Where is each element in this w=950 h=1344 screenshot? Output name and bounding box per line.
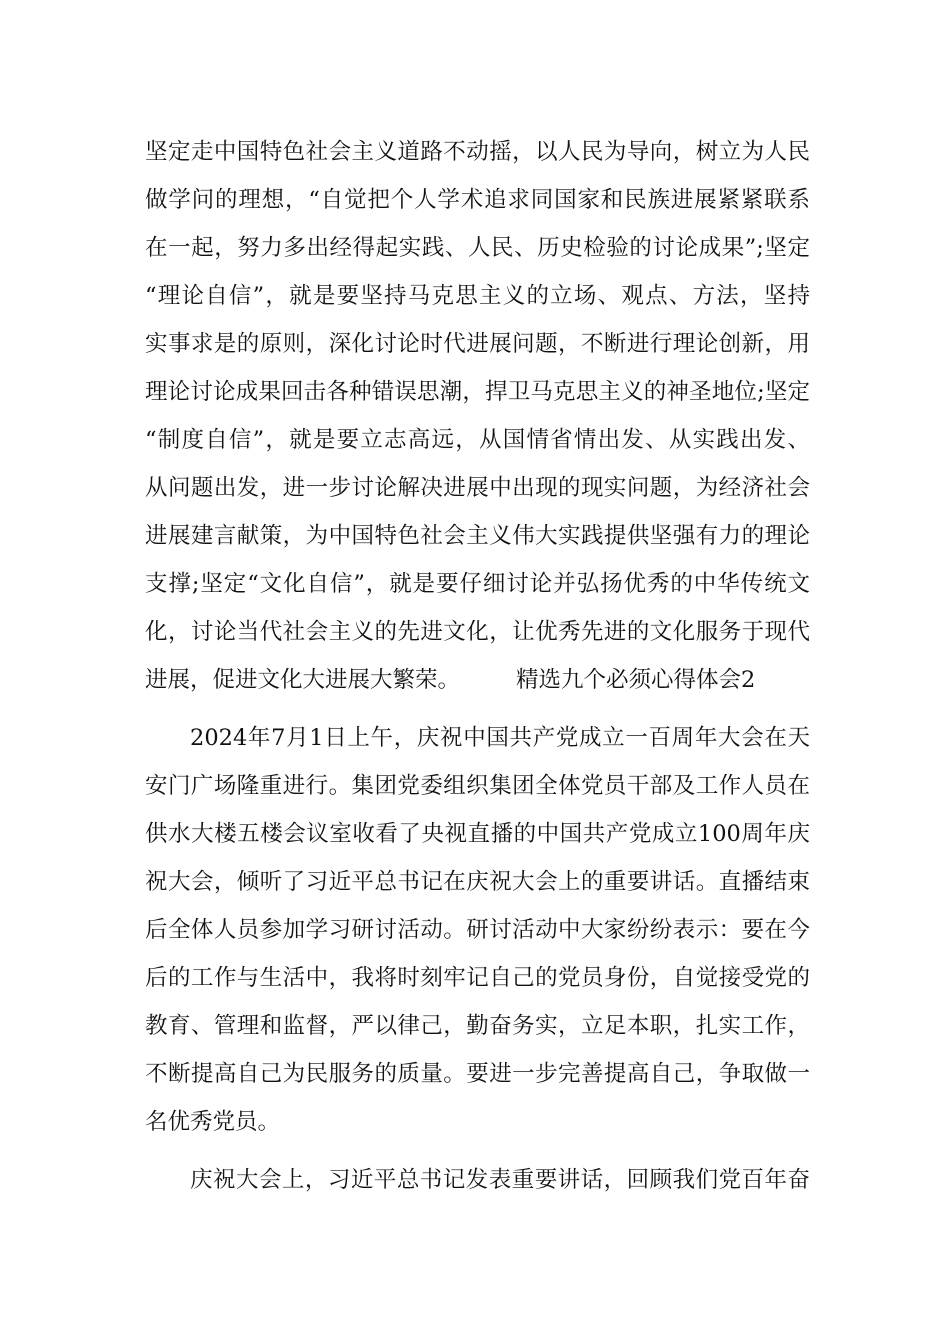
text-line: 后全体人员参加学习研讨活动。研讨活动中大家纷纷表示：要在今 [145, 917, 810, 943]
text-line-with-subtitle [145, 656, 810, 704]
text-line: 化，讨论当代社会主义的先进文化，让优秀先进的文化服务于现代 [145, 619, 810, 645]
text-line: 教育、管理和监督，严以律己，勤奋务实，立足本职，扎实工作， [145, 1013, 810, 1039]
text-line: “制度自信”，就是要立志高远，从国情省情出发、从实践出发、 [145, 427, 810, 453]
text-line-end: 进展，促进文化大进展大繁荣。 [145, 667, 461, 693]
text-line: 支撑;坚定“文化自信”，就是要仔细讨论并弘扬优秀的中华传统文 [145, 571, 810, 597]
text-line: 供水大楼五楼会议室收看了央视直播的中国共产党成立100周年庆 [145, 821, 810, 847]
text-line: “理论自信”，就是要坚持马克思主义的立场、观点、方法，坚持 [145, 283, 810, 309]
text-line: 做学问的理想，“自觉把个人学术追求同国家和民族进展紧紧联系 [145, 187, 810, 213]
text-line: 理论讨论成果回击各种错误思潮，捍卫马克思主义的神圣地位;坚定 [145, 379, 810, 405]
section-subtitle: 精选九个必须心得体会2 [516, 667, 756, 693]
paragraph-1 [145, 128, 810, 704]
text-line: 在一起，努力多出经得起实践、人民、历史检验的讨论成果”;坚定 [145, 235, 810, 261]
text-line: 祝大会，倾听了习近平总书记在庆祝大会上的重要讲话。直播结束 [145, 869, 810, 895]
text-line: 不断提高自己为民服务的质量。要进一步完善提高自己，争取做一 [145, 1061, 810, 1087]
text-line: 实事求是的原则，深化讨论时代进展问题，不断进行理论创新，用 [145, 331, 810, 357]
text-line: 后的工作与生活中，我将时刻牢记自己的党员身份，自觉接受党的 [145, 965, 810, 991]
text-line: 2024年7月1日上午，庆祝中国共产党成立一百周年大会在天 [190, 725, 810, 751]
document-body [145, 128, 810, 1204]
text-line: 庆祝大会上，习近平总书记发表重要讲话，回顾我们党百年奋 [190, 1167, 810, 1193]
text-line: 进展建言献策，为中国特色社会主义伟大实践提供坚强有力的理论 [145, 523, 810, 549]
text-line: 坚定走中国特色社会主义道路不动摇，以人民为导向，树立为人民 [145, 139, 810, 165]
text-line: 名优秀党员。 [145, 1109, 281, 1135]
text-line: 从问题出发，进一步讨论解决进展中出现的现实问题，为经济社会 [145, 475, 810, 501]
paragraph-3 [145, 1156, 810, 1204]
paragraph-2 [145, 714, 810, 1146]
text-line: 安门广场隆重进行。集团党委组织集团全体党员干部及工作人员在 [145, 773, 810, 799]
